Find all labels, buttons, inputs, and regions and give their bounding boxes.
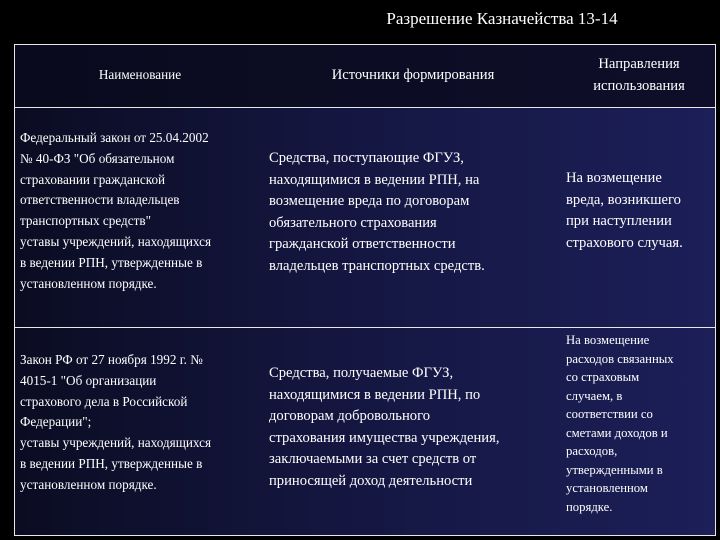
row-2-usage-text: На возмещение расходов связанных со страховым случаем, в соответствии со сметами доходов и расходов, утвержденными в установленном порядке. [566, 333, 674, 514]
row-2-source-cell [265, 328, 561, 536]
table-row [15, 107, 715, 327]
treasury-table [14, 44, 716, 536]
table-header-row [15, 45, 715, 107]
table-row [15, 327, 715, 536]
header-cell-source [265, 45, 561, 107]
row-1-source-cell [265, 108, 561, 327]
slide-title: Разрешение Казначейства 13-14 [386, 9, 618, 28]
row-2-name-text: Закон РФ от 27 ноября 1992 г. № 4015-1 "Об организации страхового дела в Российской Федерации"; уставы учреждений, находящихся в ведении РПН, утвержденные в установленном порядке. [20, 352, 212, 492]
header-cell-usage [561, 45, 716, 107]
row-2-source-text: Средства, получаемые ФГУЗ, находящимися в ведении РПН, по договорам добровольного страхования имущества учреждения, заключаемыми за счет средств от приносящей доход деятельности [269, 365, 500, 489]
row-1-source-text: Средства, поступающие ФГУЗ, находящимися в ведении РПН, на возмещение вреда по договорам обязательного страхования гражданской ответственности владельцев транспортных средств. [269, 150, 485, 274]
row-1-name-text: Федеральный закон от 25.04.2002 № 40-ФЗ "Об обязательном страховании гражданской ответственности владельцев транспортных средств" уставы учреждений, находящихся в ведении РПН, утвержденные в установленном порядке. [20, 130, 212, 291]
header-source-label: Источники формирования [331, 67, 495, 83]
row-2-name-cell [15, 328, 265, 536]
header-name-label: Наименование [98, 67, 182, 82]
row-2-usage-cell [561, 328, 716, 536]
row-1-usage-text: На возмещение вреда, возникшего при наступлении страхового случая. [566, 170, 683, 251]
row-1-name-cell [15, 108, 265, 327]
row-1-usage-cell [561, 108, 716, 327]
header-cell-name [15, 45, 265, 107]
header-usage-label: Направления использования [593, 56, 685, 94]
